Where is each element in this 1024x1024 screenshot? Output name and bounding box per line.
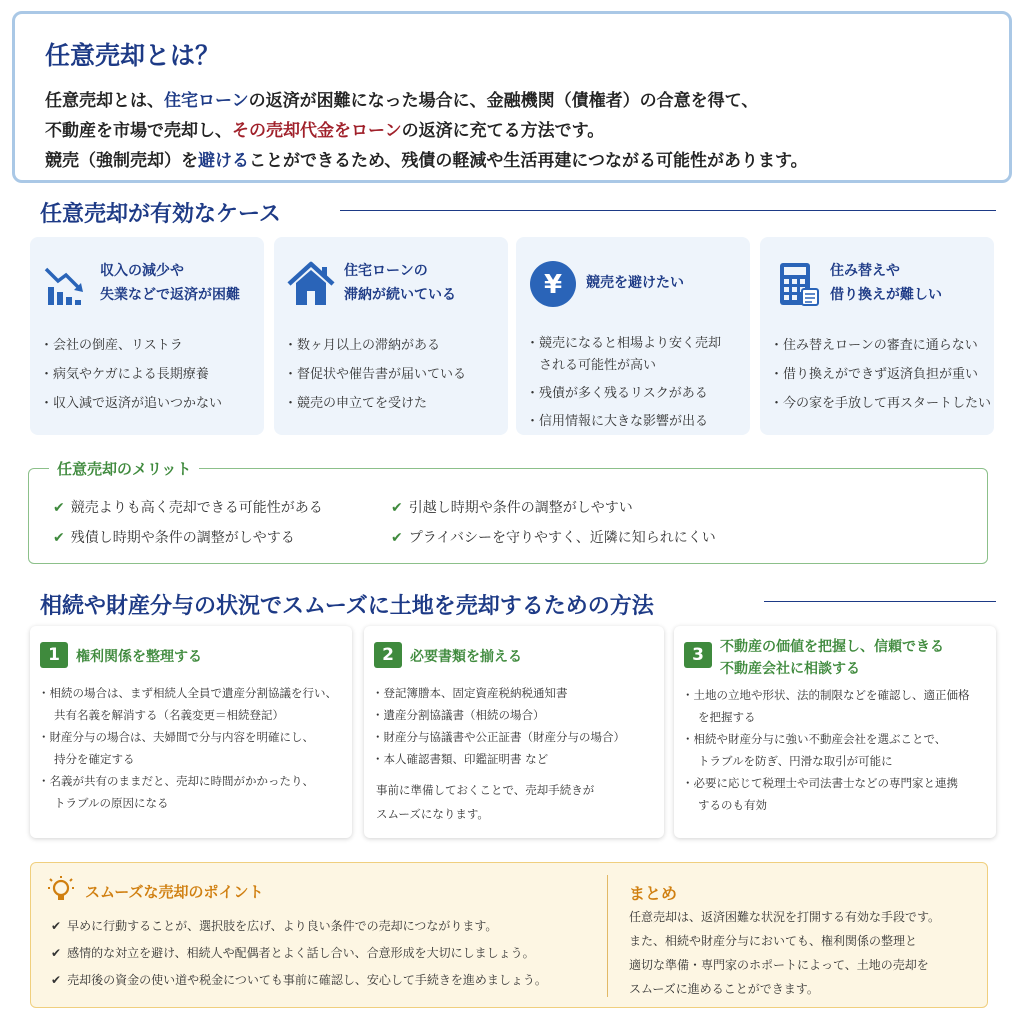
list-item: ・ 数ヶ月以上の滞納がある	[284, 331, 466, 360]
list-item: するのも有効	[698, 798, 767, 812]
point-item: ✔ 売却後の資金の使い道や税金についても事前に確認し、安心して手続きを進めましょう。	[51, 973, 547, 987]
methods-heading-rule	[764, 601, 996, 602]
list-item: ・ 病気やケガによる長期療養	[40, 360, 222, 389]
list-item: ・ 登記簿謄本、固定資産税納税通知書	[372, 682, 625, 704]
step-card-1	[30, 626, 352, 838]
intro-box	[12, 11, 1012, 183]
case-card-refinance	[760, 237, 994, 435]
list-item: ・ 必要に応じて税理士や司法書士などの専門家と連携	[682, 772, 970, 794]
list-item: ・ 借り換えができず返済負担が重い	[770, 360, 991, 389]
list-item: ・ 名義が共有のままだと、売却に時間がかかったり、	[38, 770, 337, 792]
case-points	[526, 333, 721, 439]
list-item: を把握する	[698, 710, 756, 724]
check-icon: ✔	[391, 500, 403, 516]
case-points	[284, 331, 466, 418]
list-item: ・ 競売の申立てを受けた	[284, 389, 466, 418]
list-item: ・ 財産分与協議書や公正証書（財産分与の場合）	[372, 726, 625, 748]
summary-text: 任意売却は、返済困難な状況を打開する有効な手段です。 また、相続や財産分与においても、権利関係の整理と 適切な準備・専門家のホポートによって、土地の売却を スムーズに進めることができます。	[629, 910, 941, 996]
list-item: ・ 今の家を手放して再スタートしたい	[770, 389, 991, 418]
check-icon: ✔	[53, 530, 65, 546]
list-item: ・ 相続の場合は、まず相続人全員で遺産分割協議を行い、	[38, 682, 337, 704]
merit-item: ✔ 残債し時期や条件の調整がしやする	[53, 530, 295, 546]
step-card-3	[674, 626, 996, 838]
summary-title: まとめ	[629, 884, 678, 903]
declining-chart-icon	[42, 259, 92, 309]
merit-box	[28, 460, 988, 564]
case-title: 競売を避けたい	[586, 275, 684, 291]
list-item: トラブルを防ぎ、円滑な取引が可能に	[698, 754, 893, 768]
list-item: ・ 会社の倒産、リストラ	[40, 331, 222, 360]
case-card-income	[30, 237, 264, 435]
case-card-arrears	[274, 237, 508, 435]
case-points	[770, 331, 991, 418]
cases-heading: 任意売却が有効なケース	[40, 202, 281, 227]
check-icon: ✔	[51, 919, 62, 933]
list-item: ・ 土地の立地や形状、法的制限などを確認し、適正価格	[682, 684, 970, 706]
case-title: 住宅ローンの 滞納が続いている	[344, 263, 456, 303]
list-item: ・ 本人確認書類、印鑑証明書 など	[372, 748, 625, 770]
case-title: 収入の減少や 失業などで返済が困難	[100, 263, 240, 303]
check-icon: ✔	[53, 500, 65, 516]
merit-title: 任意売却のメリット	[49, 458, 199, 479]
step-points	[372, 682, 625, 770]
points-title: スムーズな売却のポイント	[85, 883, 264, 901]
step-points	[38, 682, 337, 814]
list-item: ・ 遺産分割協議書（相続の場合）	[372, 704, 625, 726]
divider	[607, 875, 608, 997]
check-icon: ✔	[51, 946, 62, 960]
list-item: ・ 住み替えローンの審査に通らない	[770, 331, 991, 360]
point-item: ✔ 感情的な対立を避け、相続人や配偶者とよく話し合い、合意形成を大切にしましょう。	[51, 946, 535, 960]
list-item: ・ 収入減で返済が追いつかない	[40, 389, 222, 418]
house-icon	[286, 259, 336, 309]
merit-item: ✔ プライバシーを守りやすく、近隣に知られにくい	[391, 530, 716, 546]
step-title: 必要書類を揃える	[410, 649, 522, 665]
step-card-2	[364, 626, 664, 838]
list-item: ・ 相続や財産分与に強い不動産会社を選ぶことで、	[682, 728, 970, 750]
list-item: 持分を確定する	[54, 752, 135, 766]
point-item: ✔ 早めに行動することが、選択肢を広げ、より良い条件での売却につながります。	[51, 919, 498, 933]
check-icon: ✔	[391, 530, 403, 546]
list-item: ・ 残債が多く残るリスクがある	[526, 383, 721, 405]
list-item: ・ 競売になると相場より安く売却 される可能性が高い	[526, 333, 721, 377]
step-title: 不動産の価値を把握し、信頼できる 不動産会社に相談する	[720, 639, 944, 677]
intro-line-2: 不動産を市場で売却し、その売却代金をローンの返済に充てる方法です。	[45, 121, 605, 141]
intro-title: 任意売却とは？	[45, 41, 221, 70]
svg-text:¥: ¥	[543, 270, 563, 300]
points-summary-box	[30, 862, 988, 1008]
list-item: ・ 信用情報に大きな影響が出る	[526, 411, 721, 433]
case-card-avoid-auction	[516, 237, 750, 435]
step-number: 2	[374, 642, 402, 668]
intro-line-1: 任意売却とは、住宅ローンの返済が困難になった場合に、金融機関（債権者）の合意を得て、	[45, 91, 759, 111]
step-number: 1	[40, 642, 68, 668]
merit-item: ✔ 競売よりも高く売却できる可能性がある	[53, 500, 323, 516]
intro-line-3: 競売（強制売却）を避けることができるため、残債の軽減や生活再建につながる可能性があります。	[45, 151, 808, 171]
step-title: 権利関係を整理する	[76, 649, 202, 665]
cases-heading-rule	[340, 210, 996, 211]
list-item: 共有名義を解消する（名義変更＝相続登記）	[54, 708, 284, 722]
lightbulb-icon	[47, 875, 75, 905]
merit-item: ✔ 引越し時期や条件の調整がしやすい	[391, 500, 633, 516]
case-points	[40, 331, 222, 418]
list-item: トラブルの原因になる	[54, 796, 169, 810]
list-item: ・ 督促状や催告書が届いている	[284, 360, 466, 389]
calculator-icon	[772, 259, 822, 309]
case-title: 住み替えや 借り換えが難しい	[830, 263, 942, 303]
check-icon: ✔	[51, 973, 62, 987]
step-note: 事前に準備しておくことで、売却手続きが スムーズになります。	[376, 783, 595, 821]
step-number: 3	[684, 642, 712, 668]
list-item: ・ 財産分与の場合は、夫婦間で分与内容を明確にし、	[38, 726, 337, 748]
step-points	[682, 684, 970, 816]
yen-icon	[528, 259, 578, 309]
methods-heading: 相続や財産分与の状況でスムーズに土地を売却するための方法	[40, 594, 654, 619]
